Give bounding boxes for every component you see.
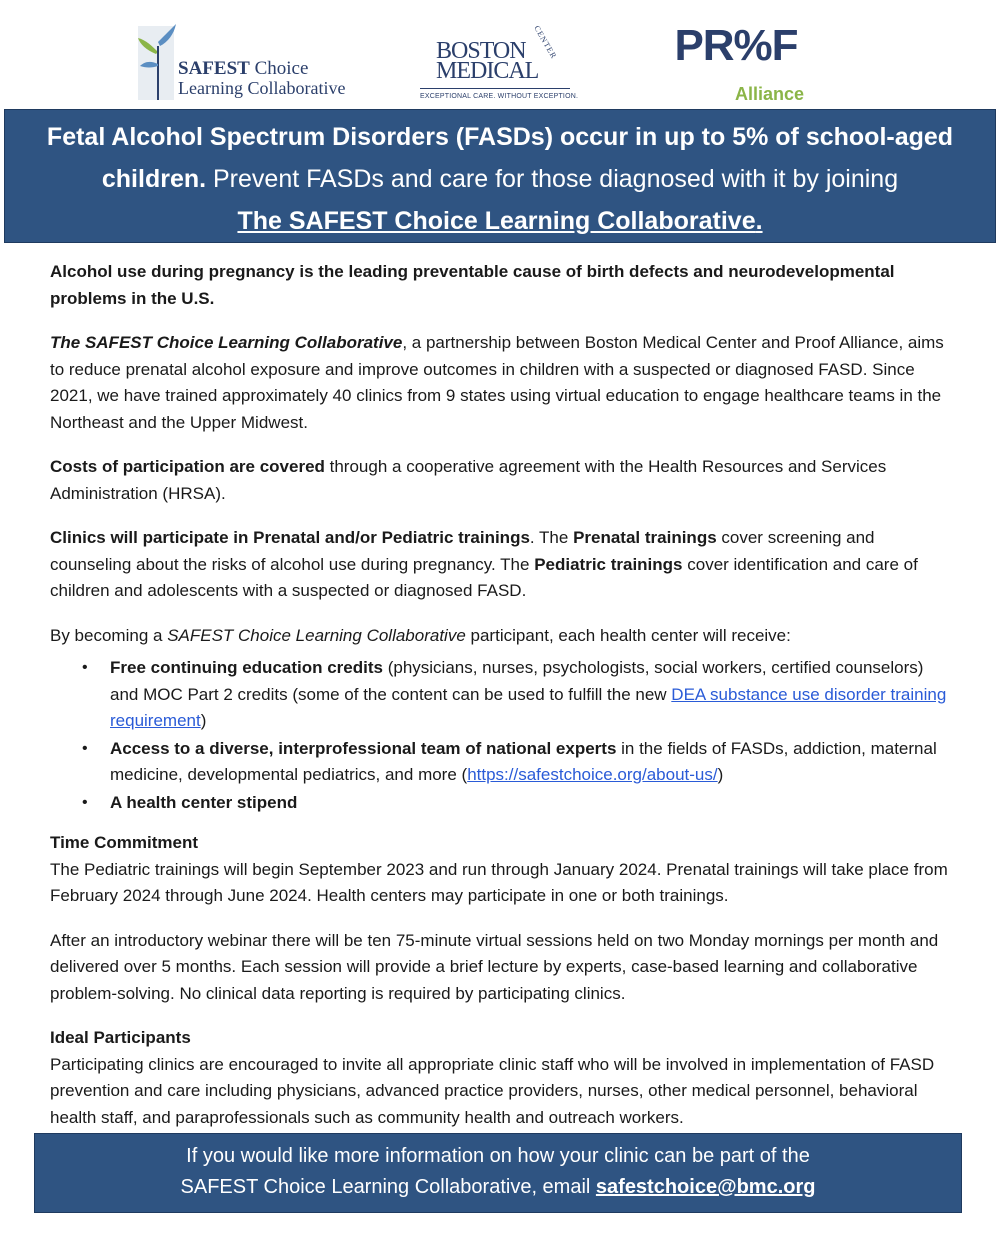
contact-email-link[interactable]: safestchoice@bmc.org (595, 1176, 816, 1198)
ideal-participants-heading: Ideal Participants (50, 1028, 191, 1047)
bmc-boston-word: BOSTON (436, 38, 526, 64)
banner-collaborative-link: The SAFEST Choice Learning Collaborative (237, 207, 756, 235)
partnership-paragraph: The SAFEST Choice Learning Collaborative, a partnership between Boston Medical Center and Proof Alliance, aims to reduce prenatal alcohol exposure and improve outcomes in children with a suspected or diagnosed FASD. Since 2021, we have trained approximately 40 clinics from 9 states using virtual education to engage healthcare teams in the Northeast and the Upper Midwest. (50, 333, 944, 432)
bmc-center-word: CENTER (532, 24, 559, 61)
list-item: • A health center stipend (50, 790, 950, 817)
about-us-link[interactable]: https://safestchoice.org/about-us/ (467, 765, 718, 784)
bmc-tagline: EXCEPTIONAL CARE. WITHOUT EXCEPTION. (420, 93, 579, 100)
bmc-medical-word: MEDICAL (436, 58, 539, 84)
banner-period: . (755, 207, 763, 235)
time-commitment-heading: Time Commitment (50, 833, 198, 852)
main-content (50, 259, 950, 1149)
costs-paragraph: Costs of participation are covered through a cooperative agreement with the Health Resources and Services Administration (HRSA). (50, 457, 887, 503)
benefits-list (50, 655, 950, 816)
time-commitment-paragraph-2: After an introductory webinar there will be ten 75-minute virtual sessions held on two Monday mornings per month and delivered over 5 months. Each session will provide a brief lecture by experts, case-based learning and collaborative problem-solving. No clinical data reporting is required by participating clinics. (50, 930, 939, 1003)
receive-paragraph: By becoming a SAFEST Choice Learning Collaborative participant, each health center will receive: (50, 625, 791, 645)
time-commitment-paragraph-1: The Pediatric trainings will begin September 2023 and run through January 2024. Prenatal trainings will take place from February 2024 through June 2024. Health centers may participate in one or both trainings. (50, 859, 948, 905)
safest-logo-line1: SAFEST Choice (178, 58, 309, 79)
dea-training-link[interactable]: DEA substance use disorder training requirement (110, 684, 947, 730)
safest-logo-line2: Learning Collaborative (178, 78, 346, 98)
proof-logo-wordmark: PR%F (674, 21, 798, 70)
bullet-icon: • (82, 659, 88, 676)
trainings-paragraph: Clinics will participate in Prenatal and/or Pediatric trainings. The Prenatal trainings cover screening and counseling about the risks of alcohol use during pregnancy. The Pediatric trainings cover identification and care of children and adolescents with a suspected or diagnosed FASD. (50, 528, 918, 600)
intro-paragraph: Alcohol use during pregnancy is the leading preventable cause of birth defects and neurodevelopmental problems in the U.S. (50, 262, 895, 308)
footer-line2: SAFEST Choice Learning Collaborative, email (180, 1176, 596, 1198)
bmc-logo-rule (420, 88, 570, 89)
list-item: • Access to a diverse, interprofessional team of national experts in the fields of FASDs, addiction, maternal medicine, developmental pediatrics, and more (https://safestchoice.org/about-us/) (50, 736, 950, 789)
headline-banner (4, 109, 996, 243)
safest-choice-logo (136, 24, 366, 102)
proof-alliance-logo (668, 22, 808, 106)
leaf-icon (136, 24, 180, 102)
footer-line1: If you would like more information on how your clinic can be part of the (186, 1145, 810, 1167)
boston-medical-center-logo (420, 24, 580, 108)
logo-row (0, 18, 1000, 108)
banner-regular-text: Prevent FASDs and care for those diagnosed with it by joining (206, 165, 899, 193)
proof-logo-alliance: Alliance (734, 84, 804, 104)
bullet-icon: • (82, 793, 88, 811)
ideal-participants-paragraph: Participating clinics are encouraged to invite all appropriate clinic staff who will be involved in implementation of FASD prevention and care including physicians, advanced practice providers, nurses, other medical personnel, behavioral health staff, and paraprofessionals such as community health and outreach workers. (50, 1054, 935, 1127)
bullet-icon: • (82, 739, 88, 757)
banner-bold-text: Fetal Alcohol Spectrum Disorders (FASDs) occur in up to 5% of school-aged children. (46, 123, 954, 193)
contact-footer-banner (34, 1133, 962, 1213)
list-item: • Free continuing education credits (physicians, nurses, psychologists, social workers, certified counselors) and MOC Part 2 credits (some of the content can be used to fulfill the new DEA substance use disorder training requirement) (50, 655, 950, 735)
